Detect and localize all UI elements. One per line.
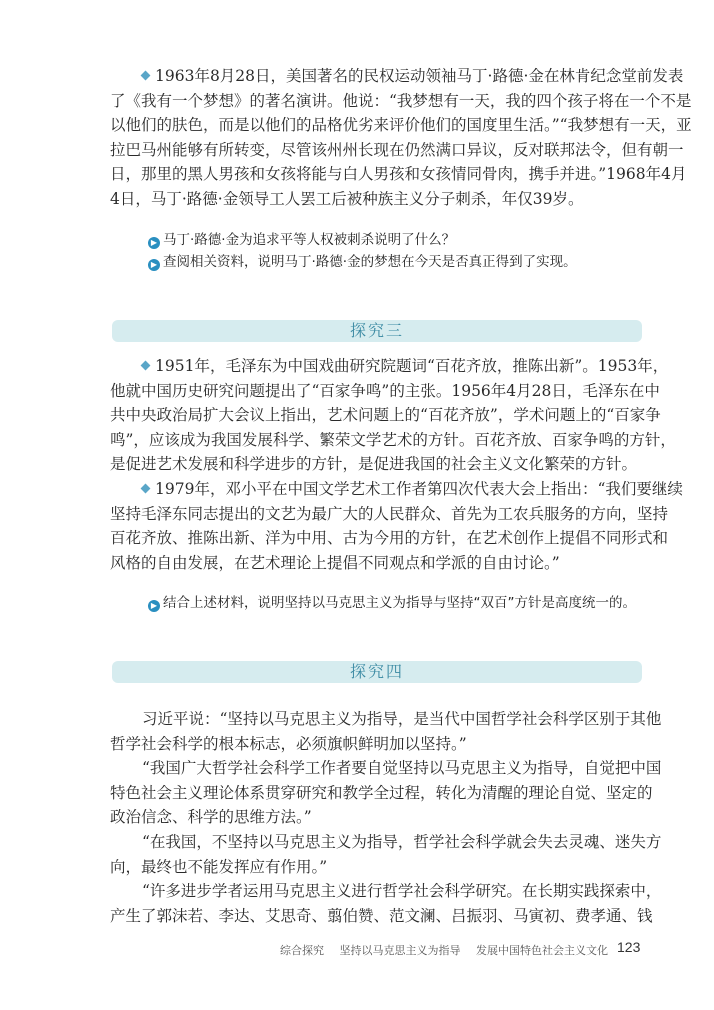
text-line — [110, 64, 684, 89]
text-line: 特色社会主义理论体系贯穿研究和教学全过程，转化为清醒的理论自觉、坚定的 — [110, 783, 653, 802]
section1-paragraph — [110, 64, 692, 212]
section3-paragraph-1 — [110, 354, 676, 477]
text-line: 风格的自由发展，在艺术理论上提倡不同观点和学派的自由讨论。” — [110, 553, 560, 572]
text-line: 以他们的肤色，而是以他们的品格优劣来评价他们的国度里生活。”“我梦想有一天，亚 — [110, 116, 692, 135]
text-line — [110, 477, 683, 502]
text: 1951年，毛泽东为中国戏曲研究院题词“百花齐放，推陈出新”。1953年， — [155, 357, 669, 375]
footer-subtitle: 发展中国特色社会主义文化 — [476, 944, 608, 957]
diamond-bullet-icon — [141, 71, 151, 81]
section4-title: 探究四 — [112, 661, 642, 683]
section3-title: 探究三 — [112, 320, 642, 342]
question-1 — [148, 230, 455, 251]
question-text: 马丁·路德·金为追求平等人权被刺杀说明了什么？ — [163, 232, 456, 248]
text: 1963年8月28日，美国著名的民权运动领袖马丁·路德·金在林肯纪念堂前发表 — [155, 67, 684, 85]
text-line: 共中央政治局扩大会议上指出，艺术问题上的“百花齐放”，学术问题上的“百家争 — [110, 406, 661, 425]
running-footer — [280, 942, 620, 958]
text-line: 习近平说：“坚持以马克思主义为指导，是当代中国哲学社会科学区别于其他 — [142, 710, 662, 728]
diamond-bullet-icon — [141, 361, 151, 371]
question-2 — [148, 252, 577, 273]
text-line: 哲学社会科学的根本标志，必须旗帜鲜明加以坚持。” — [110, 734, 467, 753]
text-line: “许多进步学者运用马克思主义进行哲学社会科学研究。在长期实践探索中， — [142, 882, 662, 901]
question-text: 查阅相关资料，说明马丁·路德·金的梦想在今天是否真正得到了实现。 — [163, 254, 577, 270]
page-number: 123 — [617, 939, 641, 955]
text-line: 他就中国历史研究问题提出了“百家争鸣”的主张。1956年4月28日，毛泽东在中 — [110, 381, 660, 400]
text-line: 是促进艺术发展和科学进步的方针，是促进我国的社会主义文化繁荣的方针。 — [110, 455, 638, 474]
footer-chapter: 综合探究 — [280, 944, 324, 957]
text-line: “在我国，不坚持以马克思主义为指导，哲学社会科学就会失去灵魂、迷失方 — [142, 832, 662, 851]
text-line: 产生了郭沫若、李达、艾思奇、翦伯赞、范文澜、吕振羽、马寅初、费孝通、钱 — [110, 906, 653, 925]
question-text: 结合上述材料，说明坚持以马克思主义为指导与坚持“双百”方针是高度统一的。 — [163, 595, 636, 611]
text-line: 了《我有一个梦想》的著名演讲。他说：“我梦想有一天，我的四个孩子将在一个不是 — [110, 91, 692, 110]
text-line: 百花齐放、推陈出新、洋为中用、古为今用的方针，在艺术创作上提倡不同形式和 — [110, 529, 669, 548]
text-line: 拉巴马州能够有所转变，尽管该州州长现在仍然满口异议，反对联邦法令，但有朝一 — [110, 140, 684, 159]
section4-body — [110, 707, 662, 928]
text-line: 日，那里的黑人男孩和女孩将能与白人男孩和女孩情同骨肉，携手并进。”1968年4月 — [110, 165, 687, 184]
arrow-circle-icon: ▶ — [148, 600, 160, 612]
arrow-circle-icon: ▶ — [148, 237, 160, 249]
question-3 — [148, 593, 636, 614]
text-line: “我国广大哲学社会科学工作者要自觉坚持以马克思主义为指导，自觉把中国 — [142, 759, 662, 778]
arrow-circle-icon: ▶ — [148, 259, 160, 271]
footer-title: 坚持以马克思主义为指导 — [339, 944, 461, 957]
text-line: 坚持毛泽东同志提出的文艺为最广大的人民群众、首先为工农兵服务的方向，坚持 — [110, 504, 669, 523]
section3-paragraph-2 — [110, 477, 683, 575]
text-line: 鸣”，应该成为我国发展科学、繁荣文学艺术的方针。百花齐放、百家争鸣的方针， — [110, 430, 676, 449]
text: 1979年，邓小平在中国文学艺术工作者第四次代表大会上指出：“我们要继续 — [155, 480, 683, 498]
text-line: 政治信念、科学的思维方法。” — [110, 808, 312, 827]
text-line: 向，最终也不能发挥应有作用。” — [110, 857, 328, 876]
diamond-bullet-icon — [141, 484, 151, 494]
text-line: 4日，马丁·路德·金领导工人罢工后被种族主义分子刺杀，年仅39岁。 — [110, 189, 584, 208]
text-line — [110, 354, 669, 379]
